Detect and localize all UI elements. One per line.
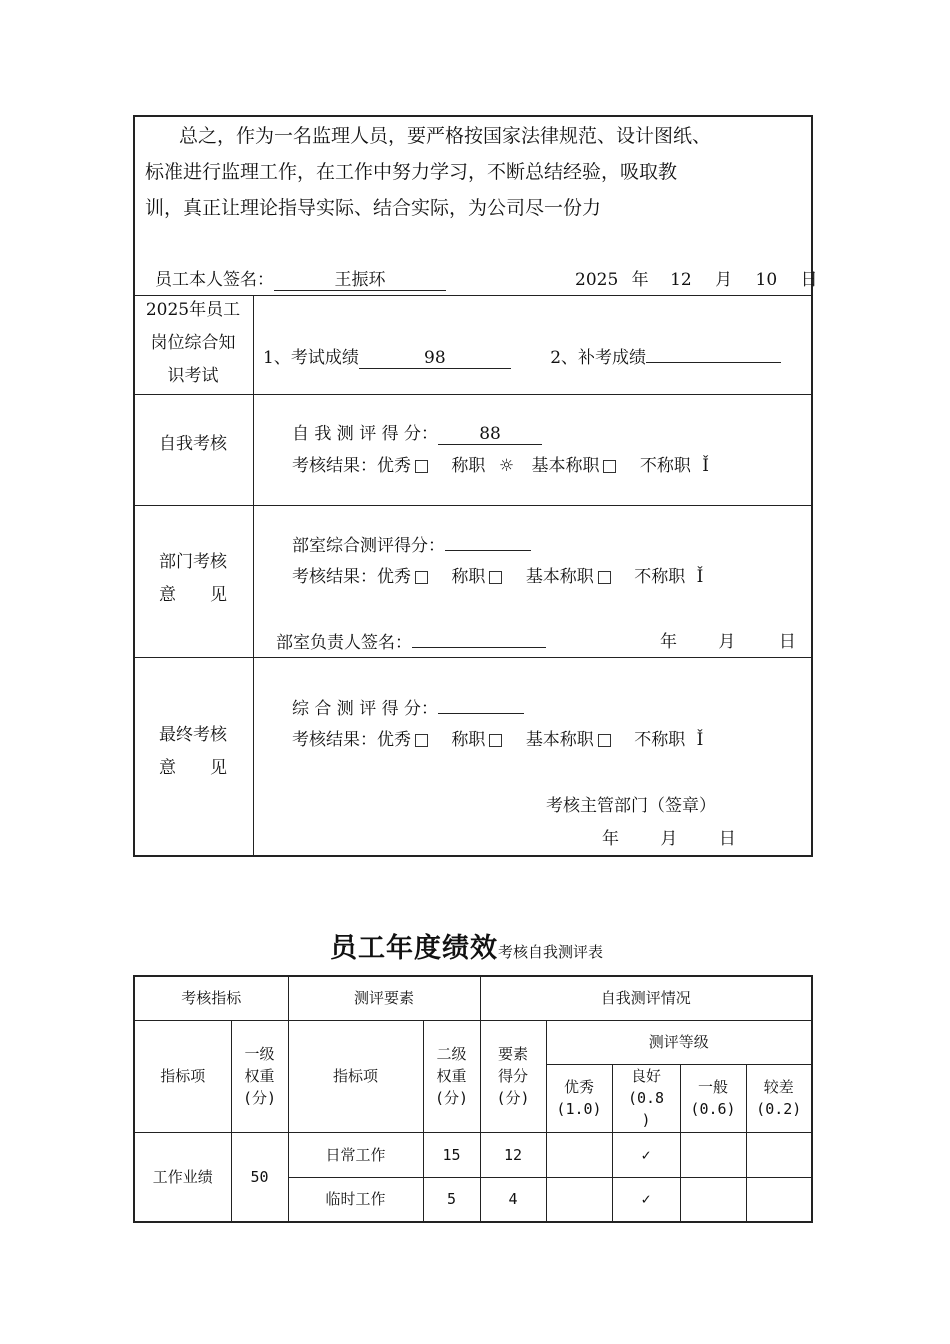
final-score-value (438, 693, 524, 714)
table-row (134, 1132, 812, 1177)
option-qualified: 称职 (451, 730, 486, 750)
date-day: 10 (755, 270, 778, 290)
signature-label: 员工本人签名： (155, 270, 274, 290)
weight-cell: 5 (423, 1177, 480, 1222)
option-unqualified: 不称职 (634, 567, 686, 587)
grade-coef: (0.6) (690, 1100, 736, 1118)
checkbox-basic[interactable] (598, 734, 611, 747)
grade-coef: (0.8 (627, 1089, 665, 1107)
grade-average (680, 1064, 746, 1132)
date-month-unit: 月 (715, 270, 733, 290)
grade-coef: (0.2) (756, 1100, 802, 1118)
category-weight-cell: 50 (231, 1132, 288, 1222)
header-line: 一级 (244, 1045, 275, 1063)
final-dept-stamp: 考核主管部门（签章） (546, 796, 716, 816)
option-qualified: 称职 (451, 456, 486, 476)
performance-table (133, 975, 813, 1223)
header-line: (分) (242, 1089, 277, 1107)
table-row (134, 1020, 812, 1064)
grade-excellent-cell[interactable] (546, 1177, 612, 1222)
final-label (133, 719, 253, 785)
dept-score-line (292, 530, 531, 556)
date-day-unit: 日 (778, 632, 796, 652)
grade-coef-tail: ) (641, 1111, 651, 1129)
date-day-unit: 日 (718, 829, 736, 849)
dept-score-value (445, 530, 531, 551)
row-divider (133, 394, 813, 395)
final-score-label: 综 合 测 评 得 分： (292, 699, 439, 719)
checkbox-basic[interactable] (603, 460, 616, 473)
signature-date (575, 265, 818, 290)
option-basic: 基本称职 (525, 730, 594, 750)
unqualified-mark-icon[interactable]: Ǐ (696, 730, 704, 750)
header-line: 权重 (436, 1067, 467, 1085)
department-label-line: 意 见 (159, 585, 227, 605)
header-line: 得分 (497, 1067, 528, 1085)
department-label (133, 546, 253, 612)
header-line: (分) (496, 1089, 530, 1107)
check-icon[interactable]: ✓ (612, 1177, 680, 1222)
performance-table-title (330, 926, 603, 965)
exam-label-line: 岗位综合知 (150, 333, 236, 353)
item-cell: 临时工作 (288, 1177, 423, 1222)
column-divider (253, 295, 254, 857)
dept-score-label: 部室综合测评得分： (292, 536, 445, 556)
dept-result-line (292, 562, 703, 587)
header-grade: 测评等级 (546, 1020, 812, 1064)
title-sub: 考核自我测评表 (498, 943, 604, 961)
checkbox-qualified[interactable] (489, 734, 502, 747)
grade-good (612, 1064, 680, 1132)
grade-average-cell[interactable] (680, 1132, 746, 1177)
unqualified-mark-icon[interactable]: Ǐ (696, 567, 704, 587)
dept-signer-label: 部室负责人签名： (276, 633, 412, 653)
header-line: 二级 (436, 1045, 467, 1063)
checkbox-excellent[interactable] (415, 460, 428, 473)
final-result-line (292, 725, 703, 750)
exam-label-line: 2025年员工 (145, 300, 241, 320)
self-result-line (292, 451, 709, 476)
checkbox-excellent[interactable] (415, 571, 428, 584)
header-indicator: 考核指标 (134, 976, 288, 1020)
option-qualified: 称职 (451, 567, 486, 587)
grade-coef: (1.0) (556, 1100, 602, 1118)
summary-paragraph (145, 118, 805, 226)
dept-date (660, 627, 796, 652)
final-label-line: 意 见 (159, 758, 227, 778)
summary-line: 总之，作为一名监理人员，要严格按国家法律规范、设计图纸、 (179, 125, 712, 147)
header-self-evaluation: 自我测评情况 (480, 976, 812, 1020)
self-score-label: 自 我 测 评 得 分： (292, 424, 439, 444)
grade-name: 较差 (763, 1078, 794, 1096)
header-element-score (480, 1020, 546, 1132)
weight-cell: 15 (423, 1132, 480, 1177)
header-weight1 (231, 1020, 288, 1132)
makeup-score-label: 2、补考成绩 (550, 348, 647, 368)
grade-excellent-cell[interactable] (546, 1132, 612, 1177)
date-day-unit: 日 (800, 270, 818, 290)
date-month-unit: 月 (660, 829, 678, 849)
date-year: 2025 (575, 270, 619, 290)
final-date (602, 824, 736, 849)
result-prefix: 考核结果：优秀 (292, 567, 411, 587)
final-score-line (292, 693, 524, 719)
date-year-unit: 年 (631, 270, 649, 290)
exam-scores (263, 342, 781, 369)
qualified-mark-icon[interactable]: ☼ (498, 456, 515, 476)
table-row (134, 976, 812, 1020)
department-label-line: 部门考核 (159, 552, 227, 572)
date-year-unit: 年 (602, 829, 619, 849)
date-month: 12 (670, 270, 692, 290)
grade-average-cell[interactable] (680, 1177, 746, 1222)
grade-excellent (546, 1064, 612, 1132)
option-unqualified: 不称职 (639, 456, 691, 476)
header-element-item: 指标项 (288, 1020, 423, 1132)
self-score-line (292, 419, 542, 445)
category-cell: 工作业绩 (134, 1132, 231, 1222)
unqualified-mark-icon[interactable]: Ǐ (702, 456, 709, 476)
dept-signer-line (276, 627, 546, 653)
grade-name: 一般 (697, 1078, 728, 1096)
self-score-value: 88 (438, 424, 542, 445)
self-assessment-label: 自我考核 (159, 434, 227, 454)
result-prefix: 考核结果：优秀 (292, 730, 411, 750)
row-divider (133, 505, 813, 506)
option-basic: 基本称职 (531, 456, 600, 476)
header-elements: 测评要素 (288, 976, 480, 1020)
employee-signature (155, 265, 446, 291)
score-cell: 4 (480, 1177, 546, 1222)
grade-poor (746, 1064, 812, 1132)
header-line: 要素 (497, 1045, 528, 1063)
grade-name: 良好 (630, 1067, 661, 1085)
row-divider (133, 657, 813, 658)
header-weight2 (423, 1020, 480, 1132)
option-basic: 基本称职 (525, 567, 594, 587)
option-unqualified: 不称职 (634, 730, 686, 750)
score-cell: 12 (480, 1132, 546, 1177)
exam-label (133, 294, 253, 393)
header-line: 权重 (244, 1067, 275, 1085)
dept-signer-value (412, 627, 546, 648)
item-cell: 日常工作 (288, 1132, 423, 1177)
header-indicator-item: 指标项 (134, 1020, 231, 1132)
final-label-line: 最终考核 (159, 725, 227, 745)
result-prefix: 考核结果：优秀 (292, 456, 411, 476)
grade-name: 优秀 (563, 1078, 594, 1096)
title-main: 员工年度绩效 (330, 933, 498, 964)
check-icon[interactable]: ✓ (612, 1132, 680, 1177)
summary-line: 训，真正让理论指导实际、结合实际，为公司尽一份力 (145, 197, 602, 219)
checkbox-qualified[interactable] (489, 571, 502, 584)
summary-line: 标准进行监理工作，在工作中努力学习，不断总结经验，吸取教 (145, 161, 678, 183)
date-month-unit: 月 (718, 632, 736, 652)
makeup-score-value (646, 342, 781, 363)
grade-poor-cell[interactable] (746, 1132, 812, 1177)
exam-label-line: 识考试 (167, 366, 219, 386)
date-year-unit: 年 (660, 632, 677, 652)
checkbox-basic[interactable] (598, 571, 611, 584)
signature-name: 王振环 (274, 270, 446, 291)
exam-score-label: 1、考试成绩 (263, 348, 359, 368)
header-line: (分) (434, 1089, 469, 1107)
grade-poor-cell[interactable] (746, 1177, 812, 1222)
checkbox-excellent[interactable] (415, 734, 428, 747)
exam-score-value: 98 (359, 348, 511, 369)
